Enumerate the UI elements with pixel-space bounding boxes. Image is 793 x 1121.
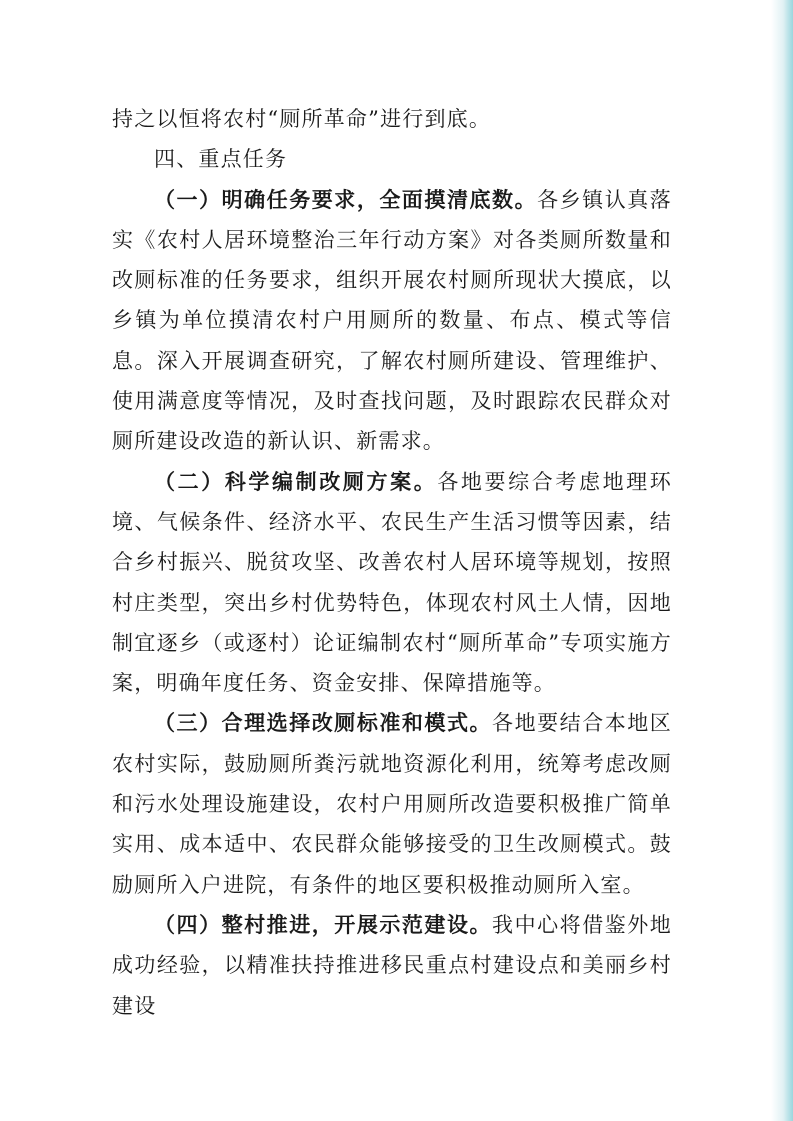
- item-title-3: （三）合理选择改厕标准和模式。: [154, 711, 493, 736]
- item-text-3: 各地要结合本地区农村实际，鼓励厕所粪污就地资源化利用，统筹考虑改厕和污水处理设施建设，农村户用厕所改造要积极推广简单实用、成本适中、农民群众能够接受的卫生改厕模式。鼓励厕所入户进院，有条件的地区要积极推动厕所入室。: [112, 711, 672, 897]
- item-text-2: 各地要综合考虑地理环境、气候条件、经济水平、农民生产生活习惯等因素，结合乡村振兴、脱贫攻坚、改善农村人居环境等规划，按照村庄类型，突出乡村优势特色，体现农村风土人情，因地制宜逐乡（或逐村）论证编制农村“厕所革命”专项实施方案，明确年度任务、资金安排、保障措施等。: [112, 469, 672, 696]
- item-text-1: 各乡镇认真落实《农村人居环境整治三年行动方案》对各类厕所数量和改厕标准的任务要求，组织开展农村厕所现状大摸底，以乡镇为单位摸清农村户用厕所的数量、布点、模式等信息。深入开展调查研究，了解农村厕所建设、管理维护、使用满意度等情况，及时查找问题，及时跟踪农民群众对厕所建设改造的新认识、新需求。: [112, 187, 672, 454]
- item-title-4: （四）整村推进，开展示范建设。: [154, 912, 493, 937]
- section-heading: 四、重点任务: [154, 147, 288, 172]
- scan-edge-shade: [771, 0, 793, 1121]
- item-title-1: （一）明确任务要求，全面摸清底数。: [154, 187, 538, 212]
- item-paragraph-3: [112, 703, 672, 904]
- item-paragraph-4: [112, 905, 672, 1026]
- document-body: [112, 99, 672, 1026]
- item-paragraph-1: [112, 180, 672, 462]
- continuation-paragraph: 持之以恒将农村“厕所革命”进行到底。: [112, 107, 492, 131]
- item-text-4: 我中心将借鉴外地成功经验，以精准扶持推进移民重点村建设点和美丽乡村建设: [112, 912, 672, 1018]
- item-paragraph-2: [112, 462, 672, 704]
- item-title-2: （二）科学编制改厕方案。: [154, 469, 438, 494]
